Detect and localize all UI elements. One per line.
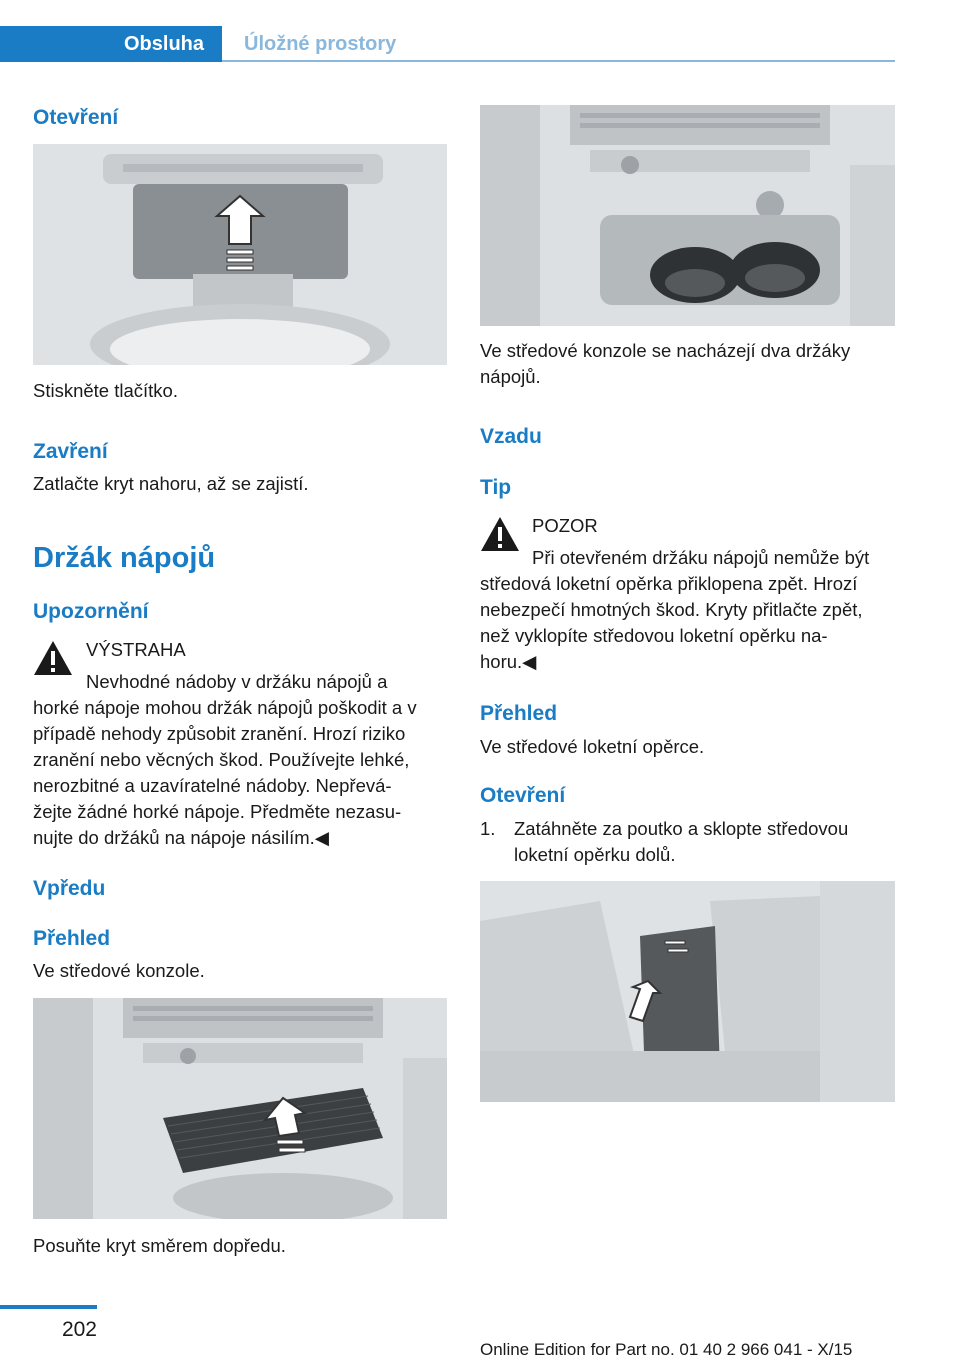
heading-zavreni: Zavření [33,440,108,463]
pozor-line: horu.◀ [480,651,537,672]
heading-tip: Tip [480,476,512,499]
page-number: 202 [61,1318,97,1341]
footer-edition: Online Edition for Part no. 01 40 2 966 041 - X/15 [480,1340,853,1359]
text-posunte: Posuňte kryt směrem dopředu. [33,1235,286,1256]
warning-line: Nevhodné nádoby v držáku nápojů a [86,671,388,692]
text-prehled-rear: Ve středové loketní opěrce. [480,736,705,757]
warning-triangle-icon [33,640,73,676]
pozor-line: Při otevřeném držáku nápojů nemůže být [532,547,870,568]
photo-front-console-cover [33,998,447,1219]
pozor-line: než vyklopíte středovou loketní opěrku na‐ [480,625,828,646]
page-header [0,26,895,62]
text-zavreni: Zatlačte kryt nahoru, až se zajistí. [33,473,309,494]
heading-upozorneni: Upozornění [33,600,149,623]
text-stisknete: Stiskněte tlačítko. [33,380,178,401]
caption-line: nápojů. [480,366,541,387]
heading-prehled-rear: Přehled [480,702,558,725]
step-number: 1. [480,818,496,839]
step-line: Zatáhněte za poutko a sklopte středovou [514,818,849,839]
pozor-title: POZOR [532,515,598,536]
photo-rear-armrest [480,881,895,1102]
pozor-line: středová loketní opěrka přiklopena zpět. Hrozí [480,573,858,594]
tab-ulozne-prostory[interactable]: Úložné prostory [244,32,397,55]
warning-line: zranění nebo věcných škod. Používejte lehké, [33,749,410,770]
heading-otevreni: Otevření [33,106,119,129]
heading-drzak-napoju: Držák nápojů [33,542,216,574]
warning-triangle-icon [480,516,520,552]
warning-line: nerozbitné a uzavíratelné nádoby. Nepřevá‐ [33,775,392,796]
warning-line: horké nápoje mohou držák nápojů poškodit a v [33,697,417,718]
heading-vpredu: Vpředu [33,877,106,900]
tab-obsluha[interactable]: Obsluha [0,26,222,62]
heading-otevreni-rear: Otevření [480,784,566,807]
pozor-line: nebezpečí hmotných škod. Kryty přitlačte zpět, [480,599,863,620]
warning-title: VÝSTRAHA [86,639,186,660]
text-prehled: Ve středové konzole. [33,960,205,981]
step-line: loketní opěrku dolů. [514,844,676,865]
footer-bar [0,1305,97,1309]
header-divider [222,60,895,62]
warning-line: nujte do držáků na nápoje násilím.◀ [33,827,330,848]
warning-line: žejte žádné horké nápoje. Předměte nezasu‐ [33,801,402,822]
warning-line: případě nehody způsobit zranění. Hrozí riziko [33,723,406,744]
photo-front-cup-holders [480,105,895,326]
caption-line: Ve středové konzole se nacházejí dva držáky [480,340,851,361]
heading-prehled: Přehled [33,927,111,950]
photo-overhead-console [33,144,447,365]
heading-vzadu: Vzadu [480,425,542,448]
